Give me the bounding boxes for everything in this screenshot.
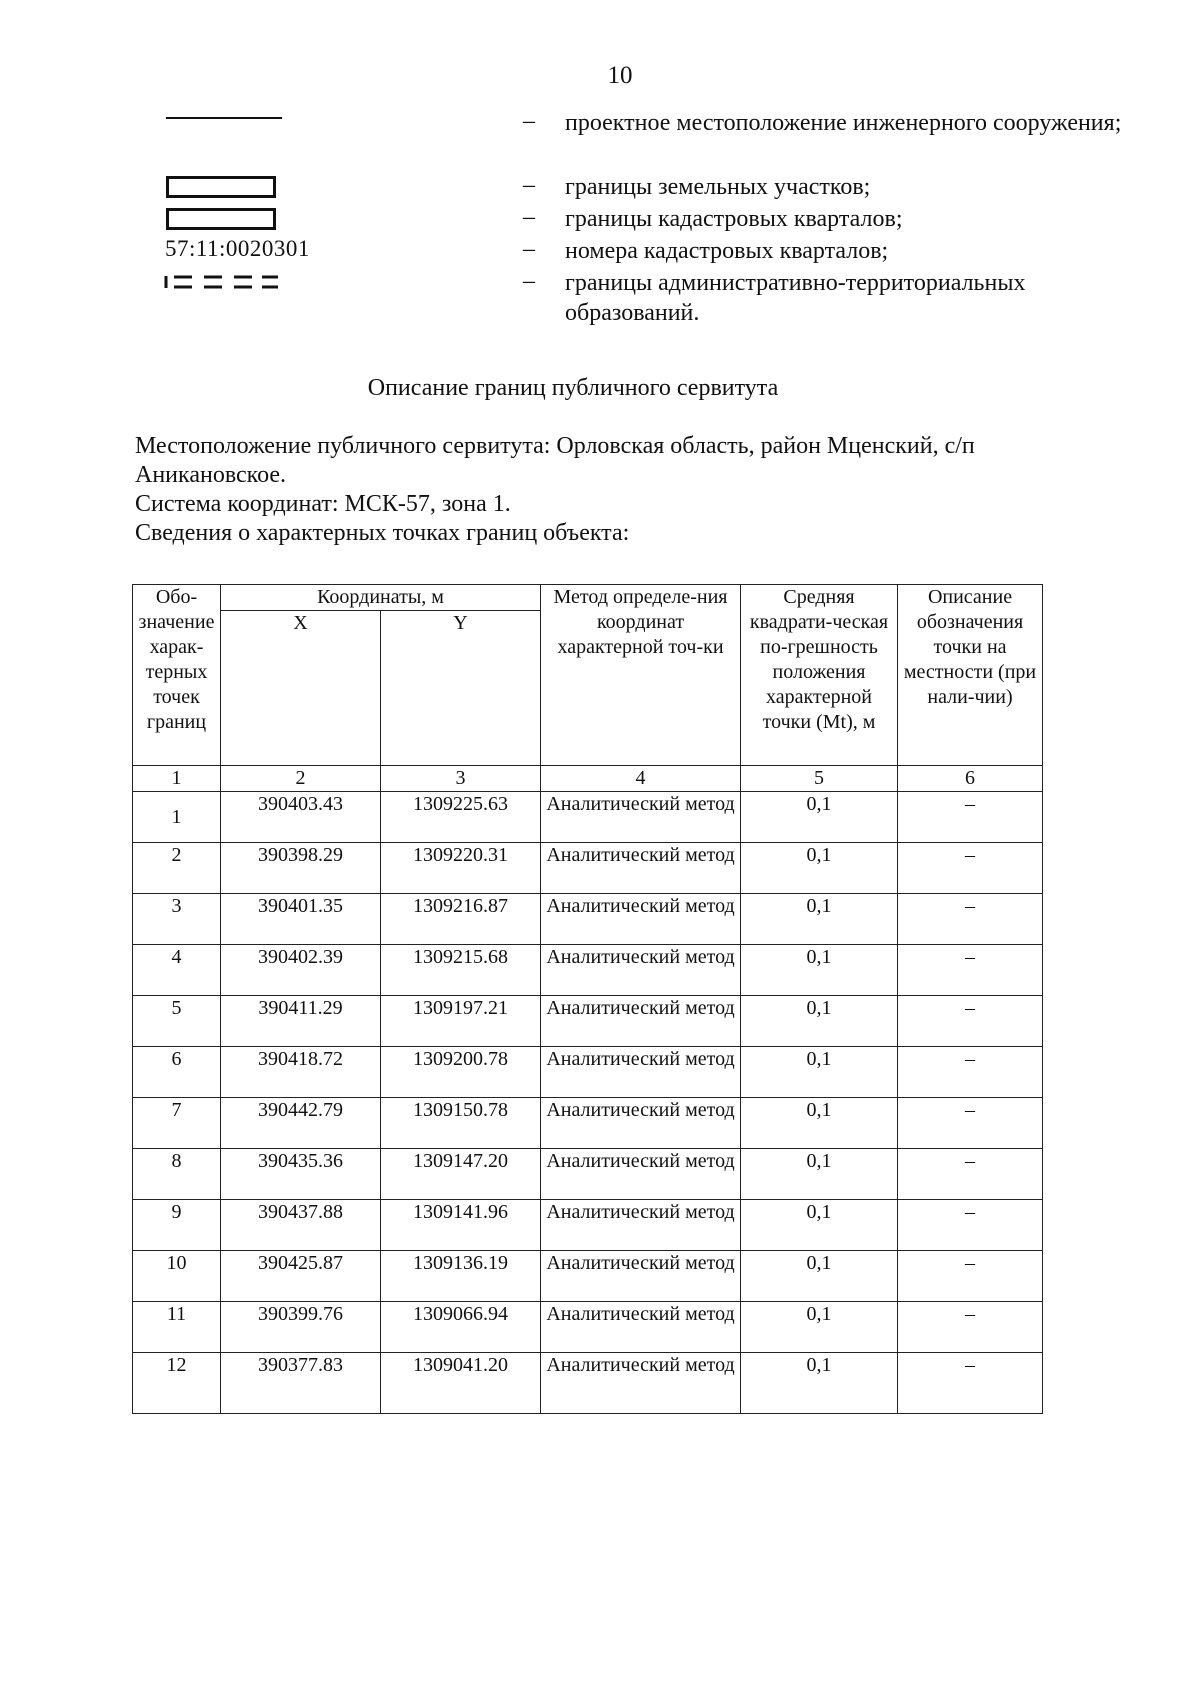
description-cell: – bbox=[898, 945, 1043, 996]
table-row bbox=[133, 1302, 1043, 1353]
point-number-cell: 11 bbox=[133, 1302, 221, 1353]
y-coordinate-cell: 1309216.87 bbox=[381, 894, 541, 945]
dashed-line-icon bbox=[158, 268, 448, 300]
x-coordinate-cell: 390437.88 bbox=[221, 1200, 381, 1251]
solid-line-icon bbox=[158, 108, 448, 140]
method-cell: Аналитический метод bbox=[541, 1047, 741, 1098]
legend-text: границы земельных участков; bbox=[565, 174, 871, 200]
description-cell: – bbox=[898, 1353, 1043, 1414]
column-number: 4 bbox=[541, 766, 741, 792]
x-coordinate-cell: 390377.83 bbox=[221, 1353, 381, 1414]
method-cell: Аналитический метод bbox=[541, 1098, 741, 1149]
header-x: X bbox=[221, 611, 381, 766]
legend-text: границы административно-территориальных образований. bbox=[565, 270, 1026, 326]
point-number-cell: 10 bbox=[133, 1251, 221, 1302]
method-cell: Аналитический метод bbox=[541, 1251, 741, 1302]
header-error: Средняя квадрати-ческая по-грешность положения характерной точки (Mt), м bbox=[741, 585, 898, 766]
description-cell: – bbox=[898, 1251, 1043, 1302]
x-coordinate-cell: 390401.35 bbox=[221, 894, 381, 945]
legend-dash: – bbox=[523, 204, 535, 230]
table-row bbox=[133, 945, 1043, 996]
y-coordinate-cell: 1309141.96 bbox=[381, 1200, 541, 1251]
y-coordinate-cell: 1309041.20 bbox=[381, 1353, 541, 1414]
method-cell: Аналитический метод bbox=[541, 792, 741, 843]
header-method: Метод определе-ния координат характерной точ-ки bbox=[541, 585, 741, 766]
description-cell: – bbox=[898, 1149, 1043, 1200]
y-coordinate-cell: 1309150.78 bbox=[381, 1098, 541, 1149]
point-number-cell: 12 bbox=[133, 1353, 221, 1414]
error-cell: 0,1 bbox=[741, 945, 898, 996]
error-cell: 0,1 bbox=[741, 1251, 898, 1302]
section-title: Описание границ публичного сервитута bbox=[367, 375, 779, 401]
description-cell: – bbox=[898, 1200, 1043, 1251]
method-cell: Аналитический метод bbox=[541, 843, 741, 894]
rectangle-icon bbox=[158, 204, 448, 236]
column-number-row bbox=[133, 766, 1043, 792]
y-coordinate-cell: 1309220.31 bbox=[381, 843, 541, 894]
legend-item bbox=[140, 108, 1122, 172]
points-caption: Сведения о характерных точках границ объекта: bbox=[135, 520, 630, 546]
point-number-cell: 1 bbox=[133, 792, 221, 843]
column-number: 3 bbox=[381, 766, 541, 792]
table-row bbox=[133, 1353, 1043, 1414]
x-coordinate-cell: 390398.29 bbox=[221, 843, 381, 894]
point-number-cell: 2 bbox=[133, 843, 221, 894]
legend bbox=[140, 108, 1122, 332]
error-cell: 0,1 bbox=[741, 996, 898, 1047]
cadastral-code-text: 57:11:0020301 bbox=[165, 236, 310, 261]
y-coordinate-cell: 1309225.63 bbox=[381, 792, 541, 843]
header-coords: Координаты, м bbox=[221, 585, 541, 611]
description-cell: – bbox=[898, 996, 1043, 1047]
x-coordinate-cell: 390411.29 bbox=[221, 996, 381, 1047]
description-cell: – bbox=[898, 1302, 1043, 1353]
y-coordinate-cell: 1309215.68 bbox=[381, 945, 541, 996]
rectangle-icon bbox=[158, 172, 448, 204]
x-coordinate-cell: 390403.43 bbox=[221, 792, 381, 843]
table-row bbox=[133, 1149, 1043, 1200]
table-row bbox=[133, 894, 1043, 945]
y-coordinate-cell: 1309066.94 bbox=[381, 1302, 541, 1353]
legend-dash: – bbox=[523, 108, 535, 134]
point-number-cell: 6 bbox=[133, 1047, 221, 1098]
x-coordinate-cell: 390399.76 bbox=[221, 1302, 381, 1353]
method-cell: Аналитический метод bbox=[541, 945, 741, 996]
point-number-cell: 7 bbox=[133, 1098, 221, 1149]
x-coordinate-cell: 390442.79 bbox=[221, 1098, 381, 1149]
error-cell: 0,1 bbox=[741, 843, 898, 894]
method-cell: Аналитический метод bbox=[541, 1200, 741, 1251]
column-number: 1 bbox=[133, 766, 221, 792]
point-number-cell: 5 bbox=[133, 996, 221, 1047]
table-row bbox=[133, 792, 1043, 843]
x-coordinate-cell: 390418.72 bbox=[221, 1047, 381, 1098]
error-cell: 0,1 bbox=[741, 1098, 898, 1149]
y-coordinate-cell: 1309136.19 bbox=[381, 1251, 541, 1302]
error-cell: 0,1 bbox=[741, 1047, 898, 1098]
description-cell: – bbox=[898, 1098, 1043, 1149]
column-number: 5 bbox=[741, 766, 898, 792]
point-number-cell: 8 bbox=[133, 1149, 221, 1200]
method-cell: Аналитический метод bbox=[541, 1302, 741, 1353]
legend-dash: – bbox=[523, 268, 535, 294]
table-row bbox=[133, 1200, 1043, 1251]
location-text: Местоположение публичного сервитута: Орловская область, район Мценский, с/п Аникановское. bbox=[135, 433, 975, 488]
method-cell: Аналитический метод bbox=[541, 894, 741, 945]
x-coordinate-cell: 390435.36 bbox=[221, 1149, 381, 1200]
y-coordinate-cell: 1309200.78 bbox=[381, 1047, 541, 1098]
coordinate-system-text: Система координат: МСК-57, зона 1. bbox=[135, 491, 511, 517]
error-cell: 0,1 bbox=[741, 1200, 898, 1251]
error-cell: 0,1 bbox=[741, 894, 898, 945]
table-row bbox=[133, 1251, 1043, 1302]
legend-item bbox=[140, 268, 1040, 332]
point-number-cell: 3 bbox=[133, 894, 221, 945]
header-description: Описание обозначения точки на местности (при нали-чии) bbox=[898, 585, 1043, 766]
method-cell: Аналитический метод bbox=[541, 1149, 741, 1200]
description-cell: – bbox=[898, 1047, 1043, 1098]
page-number: 10 bbox=[607, 62, 633, 89]
table-row bbox=[133, 1098, 1043, 1149]
legend-item bbox=[140, 236, 1040, 268]
point-number-cell: 4 bbox=[133, 945, 221, 996]
column-number: 2 bbox=[221, 766, 381, 792]
y-coordinate-cell: 1309197.21 bbox=[381, 996, 541, 1047]
error-cell: 0,1 bbox=[741, 1353, 898, 1414]
legend-text: номера кадастровых кварталов; bbox=[565, 238, 889, 264]
legend-text: границы кадастровых кварталов; bbox=[565, 206, 903, 232]
legend-item bbox=[140, 204, 1040, 236]
table-row bbox=[133, 843, 1043, 894]
y-coordinate-cell: 1309147.20 bbox=[381, 1149, 541, 1200]
description-cell: – bbox=[898, 792, 1043, 843]
error-cell: 0,1 bbox=[741, 1149, 898, 1200]
table-row bbox=[133, 996, 1043, 1047]
header-y: Y bbox=[381, 611, 541, 766]
info-block bbox=[135, 432, 1045, 548]
legend-text: проектное местоположение инженерного сооружения; bbox=[565, 110, 1122, 136]
error-cell: 0,1 bbox=[741, 792, 898, 843]
cadastral-code bbox=[158, 236, 448, 268]
legend-dash: – bbox=[523, 172, 535, 198]
x-coordinate-cell: 390402.39 bbox=[221, 945, 381, 996]
header-designation: Обо-значение харак-терных точек границ bbox=[133, 585, 221, 766]
x-coordinate-cell: 390425.87 bbox=[221, 1251, 381, 1302]
legend-item bbox=[140, 172, 1040, 204]
point-number-cell: 9 bbox=[133, 1200, 221, 1251]
coordinates-table bbox=[132, 584, 1043, 1414]
description-cell: – bbox=[898, 843, 1043, 894]
error-cell: 0,1 bbox=[741, 1302, 898, 1353]
description-cell: – bbox=[898, 894, 1043, 945]
table-row bbox=[133, 1047, 1043, 1098]
method-cell: Аналитический метод bbox=[541, 1353, 741, 1414]
legend-dash: – bbox=[523, 236, 535, 262]
method-cell: Аналитический метод bbox=[541, 996, 741, 1047]
column-number: 6 bbox=[898, 766, 1043, 792]
